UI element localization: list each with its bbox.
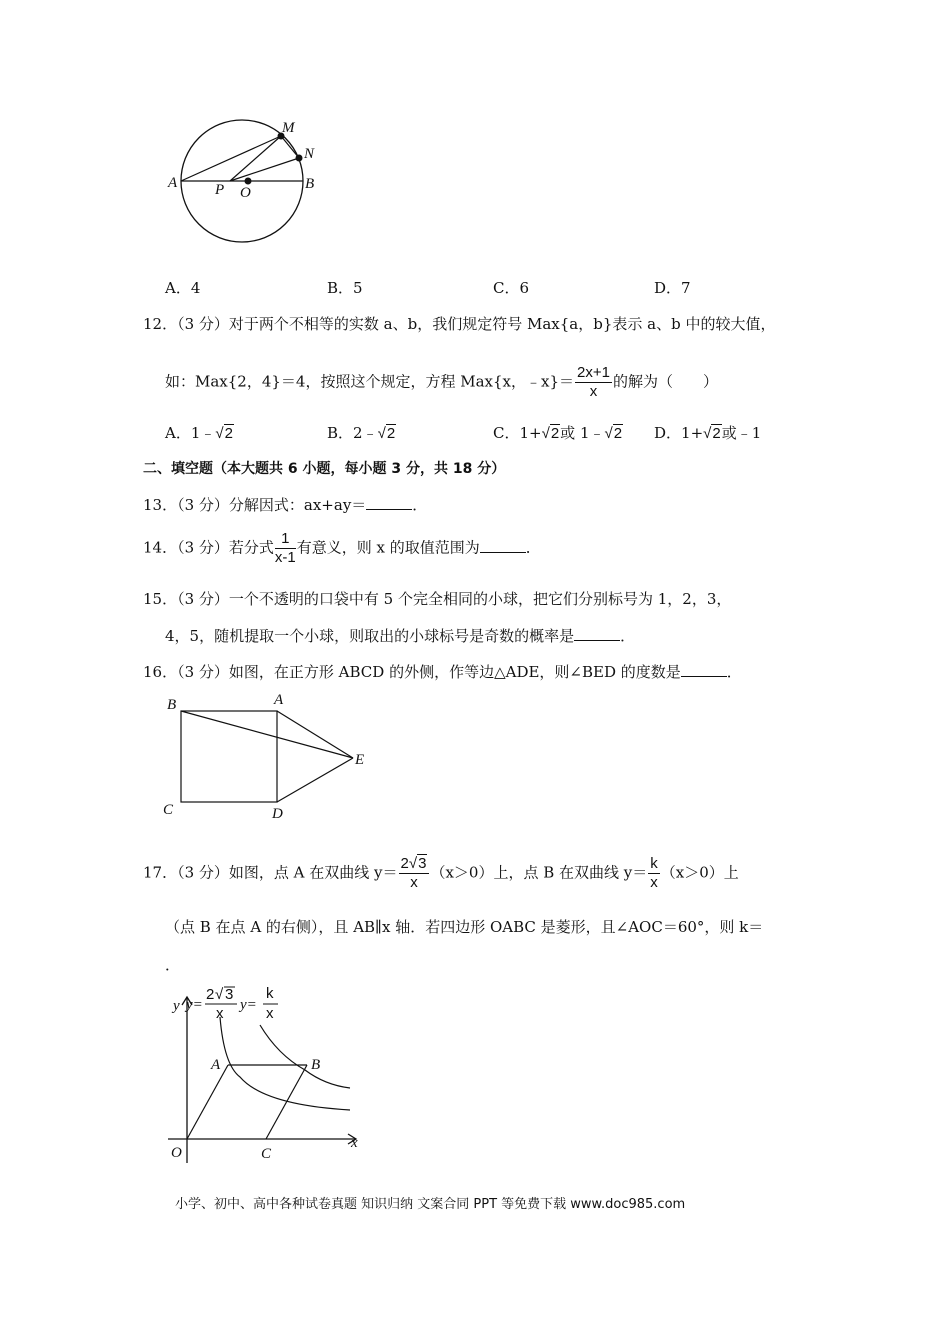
q17-mid1: （x＞0）上，点 B 在双曲线 y＝ — [430, 863, 648, 882]
label-y: y — [173, 998, 180, 1014]
q12-opt-a-text: A．1﹣ — [165, 424, 216, 442]
q14 — [143, 530, 541, 567]
q12-opt-b-text: B．2﹣ — [327, 424, 378, 442]
segment-bc — [266, 1065, 307, 1139]
q11-option-b: B．5 — [327, 279, 363, 297]
q17-fraction-2 — [648, 855, 660, 892]
q17-frac2-den: x — [650, 874, 658, 891]
q13 — [143, 495, 427, 515]
label-frac1-sqrt: √ — [215, 986, 224, 1003]
q12-option-d — [654, 423, 761, 444]
q15-number: 15． — [143, 590, 178, 608]
label-a: A — [274, 692, 284, 708]
q14-number: 14． — [143, 538, 178, 557]
segment-am — [181, 136, 281, 181]
q12-fraction — [575, 364, 612, 401]
q14-pre: 若分式 — [228, 538, 274, 557]
q14-fraction — [275, 530, 296, 567]
q11-option-a: A．4 — [165, 279, 201, 297]
segment-oa — [187, 1065, 228, 1139]
q12-opt-c-rad2: 2 — [613, 425, 623, 442]
q17-frac1-den: x — [410, 874, 418, 891]
label-y-eq-1: y= — [186, 997, 203, 1013]
q12-opt-d-post: 或﹣1 — [721, 424, 762, 442]
q12-opt-c-text: C．1+ — [493, 424, 542, 442]
label-frac1-coef: 2 — [206, 986, 215, 1003]
q17-pre1: 如图，点 A 在双曲线 y＝ — [228, 863, 398, 882]
hyperbola-figure — [160, 985, 370, 1165]
q14-end: ． — [525, 538, 541, 557]
q15-line2 — [165, 626, 635, 646]
q12-option-b — [327, 423, 396, 444]
q15-end: ． — [620, 627, 636, 645]
label-m: M — [282, 120, 295, 136]
q13-number: 13． — [143, 496, 178, 514]
q16-number: 16． — [143, 663, 178, 681]
label-b: B — [311, 1057, 321, 1073]
square-figure — [155, 690, 385, 825]
q17-end: ． — [165, 956, 181, 974]
section-title: 二、填空题（本大题共 6 小题，每小题 3 分，共 18 分） — [143, 461, 506, 477]
q13-text: 分解因式：ax+ay＝ — [228, 496, 367, 514]
footer-text: 小学、初中、高中各种试卷真题 知识归纳 文案合同 PPT 等免费下载 www.doc985.com — [175, 1197, 686, 1212]
label-p: P — [215, 182, 225, 198]
q15-line1 — [143, 589, 731, 609]
segment-pn — [230, 158, 299, 181]
q17-frac1-rad: 3 — [418, 855, 427, 872]
q11-option-c: C．6 — [493, 279, 530, 297]
sqrt-symbol: √2 — [703, 425, 721, 442]
q13-score: （3 分） — [177, 496, 229, 514]
answer-blank[interactable] — [574, 626, 620, 641]
answer-blank[interactable] — [681, 662, 727, 677]
q12-opt-c-rad: 2 — [550, 425, 560, 442]
label-o: O — [171, 1145, 182, 1161]
q12-option-a — [165, 423, 234, 444]
q12-text: 对于两个不相等的实数 a、b，我们规定符号 Max{a，b}表示 a、b 中的较大值， — [228, 315, 776, 333]
q12-line2-post: 的解为（ ） — [612, 372, 718, 391]
q13-end: ． — [412, 496, 428, 514]
q17-line1 — [143, 855, 739, 892]
q12-line2-pre: 如：Max{2，4}＝4，按照这个规定，方程 Max{x，﹣x}＝ — [165, 372, 575, 391]
segment-de — [277, 758, 353, 802]
q12-opt-a-rad: 2 — [224, 425, 233, 442]
label-x: x — [351, 1135, 358, 1151]
q12-opt-c-mid: 或 1﹣ — [560, 424, 605, 442]
q16-text: 如图，在正方形 ABCD 的外侧，作等边△ADE，则∠BED 的度数是 — [228, 663, 681, 681]
segment-mn — [281, 136, 299, 158]
sqrt-symbol: √3 — [408, 855, 427, 872]
q12-opt-d-text: D．1+ — [654, 424, 704, 442]
q17-line3 — [165, 955, 180, 975]
label-b: B — [305, 176, 315, 192]
q17-line2: （点 B 在点 A 的右侧），且 AB∥x 轴．若四边形 OABC 是菱形，且∠AOC＝60°，则 k＝ — [165, 918, 764, 936]
point-o — [245, 178, 252, 185]
q17-score: （3 分） — [177, 863, 229, 882]
label-a: A — [211, 1057, 221, 1073]
hyperbola-1 — [220, 1017, 350, 1110]
q15-text: 一个不透明的口袋中有 5 个完全相同的小球，把它们分别标号为 1，2，3， — [228, 590, 732, 608]
q14-score: （3 分） — [177, 538, 229, 557]
label-c: C — [261, 1146, 272, 1162]
label-frac1-rad: 3 — [225, 986, 234, 1003]
point-n — [296, 155, 303, 162]
segment-pm — [230, 136, 281, 181]
sqrt-symbol: √2 — [215, 425, 233, 442]
q12-option-c — [493, 423, 623, 444]
q16-end: ． — [726, 663, 742, 681]
label-o: O — [240, 185, 251, 201]
q16-score: （3 分） — [177, 663, 229, 681]
label-y-eq-2: y= — [240, 997, 257, 1013]
q17-frac2-num: k — [650, 855, 658, 872]
label-frac2-num: k — [266, 985, 274, 1002]
hyperbola-2 — [260, 1025, 350, 1088]
q12-line1 — [143, 314, 775, 334]
q12-frac-num: 2x+1 — [577, 364, 610, 381]
q12-opt-d-rad: 2 — [712, 425, 721, 442]
sqrt-symbol: √2 — [604, 425, 623, 442]
label-e: E — [355, 752, 365, 768]
circle-figure — [160, 110, 330, 250]
q15-score: （3 分） — [177, 590, 229, 608]
label-b: B — [167, 697, 177, 713]
q12-score: （3 分） — [177, 315, 229, 333]
label-frac1-den: x — [216, 1005, 224, 1022]
q12-line2 — [165, 364, 718, 401]
q15-line2-text: 4，5，随机提取一个小球，则取出的小球标号是奇数的概率是 — [165, 627, 575, 645]
segment-be — [181, 711, 353, 758]
sqrt-symbol: √2 — [541, 425, 560, 442]
q14-frac-den: x-1 — [274, 549, 296, 566]
q12-opt-b-rad: 2 — [386, 425, 396, 442]
label-n: N — [304, 146, 315, 162]
q17-frac1-num — [399, 855, 430, 874]
q17-frac1-coef: 2 — [400, 855, 409, 872]
label-c: C — [163, 802, 174, 818]
label-d: D — [272, 806, 283, 822]
label-frac2-den: x — [266, 1005, 274, 1022]
segment-ae — [277, 711, 353, 758]
q12-number: 12． — [143, 315, 178, 333]
q14-frac-num: 1 — [275, 530, 296, 549]
q17-number: 17． — [143, 863, 178, 882]
answer-blank[interactable] — [366, 495, 412, 510]
q17-fraction-1 — [399, 855, 430, 892]
sqrt-symbol: √2 — [377, 425, 396, 442]
label-a: A — [168, 175, 178, 191]
answer-blank[interactable] — [480, 538, 526, 553]
q17-post1: （x＞0）上 — [660, 863, 739, 882]
q16 — [143, 662, 742, 682]
q11-option-d: D．7 — [654, 279, 691, 297]
q14-post: 有意义，则 x 的取值范围为 — [296, 538, 480, 557]
q12-frac-den: x — [589, 383, 598, 400]
